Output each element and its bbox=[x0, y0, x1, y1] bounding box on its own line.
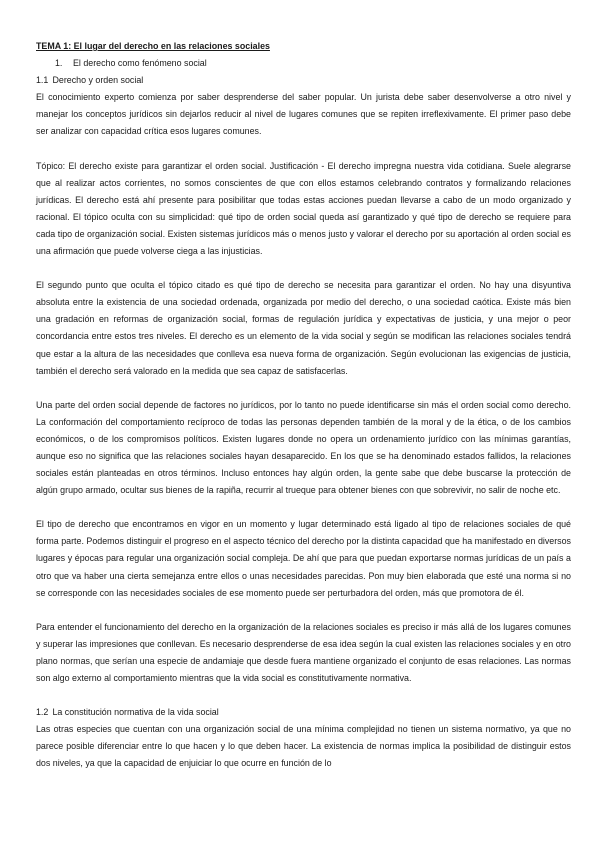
section-number: 1.1 bbox=[36, 75, 49, 86]
section-heading-1-1 bbox=[36, 72, 571, 89]
paragraph-final: Las otras especies que cuentan con una organización social de una mínima complejidad no tienen un sistema normativo, ya que no parece posible diferenciar entre lo que hacen y lo que deben hacer. La existencia de normas implica la posibilidad de distinguir estos dos niveles, ya que la capacidad de enjuiciar lo que ocurre en función de lo bbox=[36, 724, 571, 769]
paragraph-6: Para entender el funcionamiento del derecho en la organización de la relaciones sociales es preciso ir más allá de los lugares comunes y superar las impresiones que conllevan. Es necesario desprenderse de esa idea según la cual existen las relaciones sociales y en otro plano normas, que serían una especie de andamiaje que desde fuera mantiene organizado el conjunto de esas relaciones. Las normas son algo externo al comportamiento mientras que la vida social es constitutivamente normativa. bbox=[36, 621, 571, 683]
section-heading-1-2 bbox=[36, 704, 571, 721]
numbered-list-item bbox=[36, 55, 571, 72]
document-title: TEMA 1: El lugar del derecho en las relaciones sociales bbox=[36, 41, 270, 51]
paragraph-1: El conocimiento experto comienza por saber desprenderse del saber popular. Un jurista debe saber desenvolverse a otro nivel y manejar los conceptos jurídicos sin dejarlos reducir al nivel de lugares comunes que se repiten irreflexivamente. El primer paso debe ser analizar con capacidad crítica esos lugares comunes. bbox=[36, 92, 571, 137]
list-item-number: 1. bbox=[55, 58, 63, 69]
list-item-text: El derecho como fenómeno social bbox=[73, 58, 207, 69]
paragraph-5: El tipo de derecho que encontramos en vigor en un momento y lugar determinado está ligado al tipo de relaciones sociales de qué forma parte. Podemos distinguir el progreso en el aspecto técnico del derecho por la distinta capacidad que ha manifestado en diversos lugares y épocas para regular una organización social compleja. De ahí que para que puedan exportarse normas jurídicas de un país a otro que va haber una cierta semejanza entre ellos o unas necesidades parecidas. Pon muy bien elaborada que esté una norma si no se corresponde con las necesidades sociales de ese momento puede ser perturbadora del orden, más que promotora de él. bbox=[36, 519, 571, 598]
paragraph-3: El segundo punto que oculta el tópico citado es qué tipo de derecho se necesita para garantizar el orden. No hay una disyuntiva absoluta entre la existencia de una sociedad ordenada, organizada por medio del derecho, o una sociedad caótica. Existe más bien una gradación en reformas de organización social, formas de regulación jurídica y expectativas de justicia, y una mejor o peor concordancia entre estos tres niveles. El derecho es un elemento de la vida social y según se modifican las relaciones sociales tendrá que estar a la altura de las necesidades que conlleva esa nueva forma de organización. Según evolucionan las exigencias de justicia, también el derecho será valorado en la medida que sea capaz de satisfacerlas. bbox=[36, 280, 571, 376]
section-title: La constitución normativa de la vida social bbox=[52, 707, 219, 718]
section-number: 1.2 bbox=[36, 707, 49, 718]
paragraph-2: Tópico: El derecho existe para garantizar el orden social. Justificación - El derecho impregna nuestra vida cotidiana. Suele alegrarse que al realizar actos corrientes, no somos conscientes de que con ellos estamos celebrando contratos y formalizando relaciones jurídicas. El derecho está ahí presente para posibilitar que todas estas acciones puedan llevarse a cabo de un modo organizado y racional. El tópico oculta con su simplicidad: qué tipo de orden social queda así garantizado y qué tipo de derecho se requiere para cada tipo de organización social. Existen sistemas jurídicos más o menos justo y valorar el derecho por su aportación al orden social es una afirmación que puede volverse ciega a las injusticias. bbox=[36, 160, 571, 257]
paragraph-4: Una parte del orden social depende de factores no jurídicos, por lo tanto no puede identificarse sin más el orden social como derecho. La conformación del comportamiento recíproco de todas las personas dependen también de la moral y de la ética, o de los cambios económicos, o de los compromisos políticos. Existen lugares donde no opera un ordenamiento jurídico con las mínimas garantías, aunque eso no significa que las relaciones sociales hayan desaparecido. En los que se ha denominado estados fallidos, la relaciones sociales están planteadas en otros términos. Incluso entonces hay algún orden, la gente sabe que debe buscarse la protección de algún grupo armado, ocultar sus bienes de la rapiña, recurrir al trueque para obtener bienes con que sobrevivir, no salir de noche etc. bbox=[36, 399, 571, 496]
section-title: Derecho y orden social bbox=[52, 75, 144, 86]
